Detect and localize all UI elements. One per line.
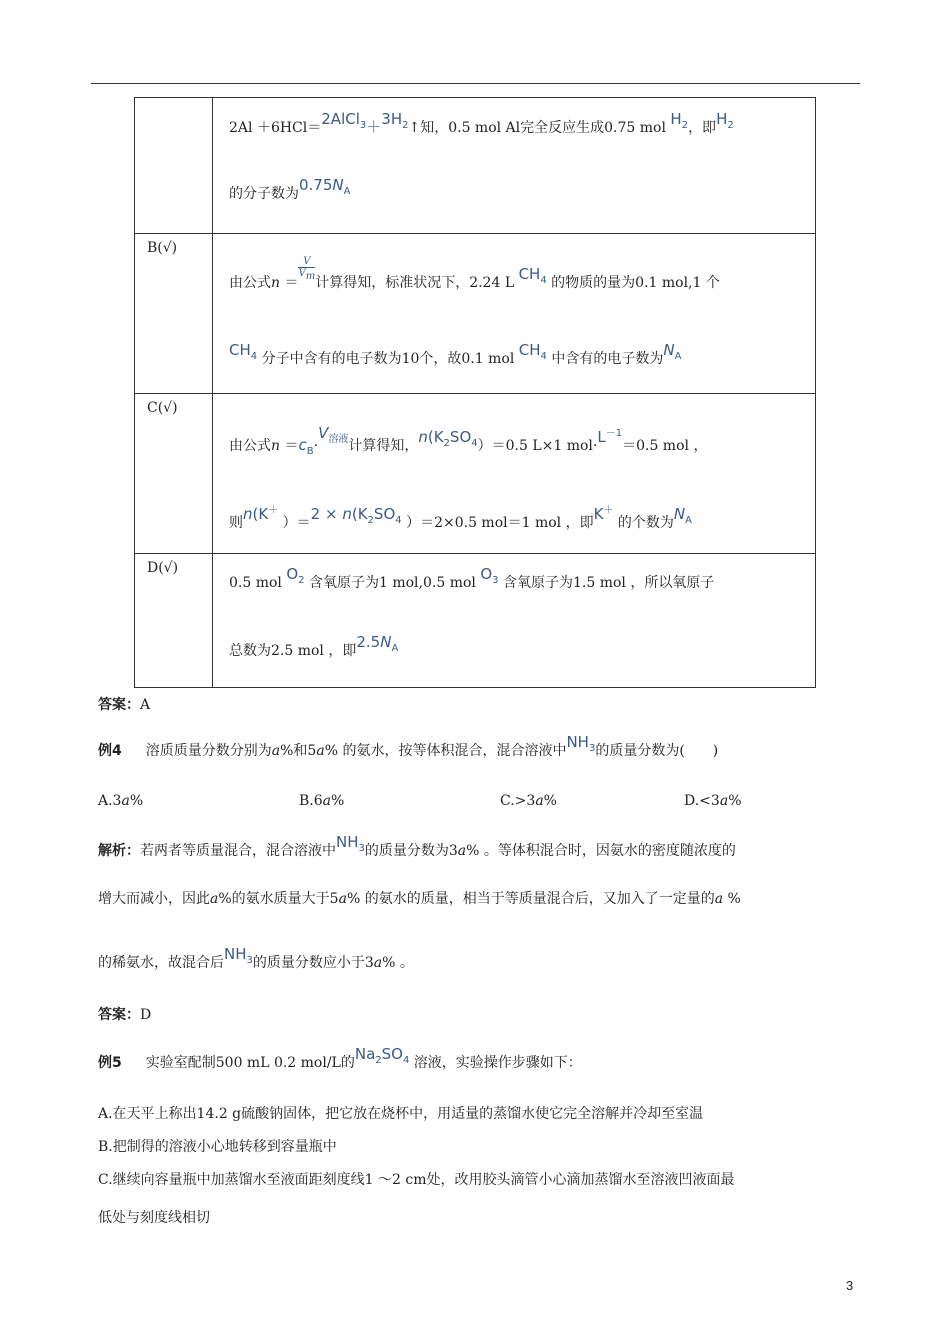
header-rule	[91, 83, 860, 84]
text: 实验室配制500 mL 0.2 mol/L的	[145, 1055, 355, 1071]
text: %的氨水质量大于5	[218, 891, 339, 907]
formula-nh3: $NH_3$	[336, 833, 365, 854]
analysis-line-3	[98, 945, 414, 974]
text: a	[714, 891, 724, 907]
text: 增大而减小，因此	[98, 891, 210, 907]
row-a-line-1	[229, 110, 815, 139]
row-c-line-2	[229, 505, 815, 534]
text: 由公式	[229, 438, 271, 454]
formula-na: $N_A$	[673, 505, 692, 526]
table-row	[135, 394, 816, 554]
text: ·	[313, 438, 319, 454]
text: 的个数为	[613, 515, 674, 531]
row-c-line-1	[229, 424, 815, 457]
answer-label: 答案：	[98, 1007, 140, 1023]
text: a	[316, 743, 325, 759]
example-4-question	[98, 733, 719, 762]
formula-alcl3: 2AlCl$_3$	[321, 110, 367, 131]
fraction-v-vm: $\frac{V}{Vm}$	[298, 256, 316, 282]
formula-k-plus: K＋	[593, 505, 614, 523]
text: 的物质的量为0.1 mol,1 个	[546, 275, 720, 291]
row-a-content	[213, 98, 816, 234]
row-c-content	[213, 394, 816, 554]
text: 若两者等质量混合，混合溶液中	[140, 843, 336, 859]
row-a-line-2	[229, 176, 815, 205]
row-b-content	[213, 234, 816, 394]
text: 中含有的电子数为	[546, 351, 664, 367]
text: ）＝	[278, 515, 311, 531]
option-d: D.<3a%	[684, 793, 742, 809]
example-5-question	[98, 1045, 582, 1074]
text: ＝	[280, 438, 299, 454]
text: n	[271, 275, 281, 291]
text: 溶质质量分数分别为	[145, 743, 272, 759]
text: %	[723, 891, 741, 907]
row-label: B(√)	[135, 234, 213, 394]
formula-075na: $0.75N_A$	[299, 176, 351, 197]
formula-25na: $2.5N_A$	[356, 633, 399, 654]
text: 的质量分数为3	[364, 843, 458, 859]
example-label: 例5	[98, 1055, 122, 1071]
row-d-line-2	[229, 633, 815, 662]
option-a: A.3a%	[98, 793, 144, 809]
answer-2	[98, 1004, 151, 1024]
formula-n-k: n(K＋	[243, 505, 279, 523]
table-row	[135, 554, 816, 688]
text: 含氧原子为1 mol,0.5 mol	[304, 575, 481, 591]
formula-nh3: $NH_3$	[566, 733, 596, 754]
analysis-line-1	[98, 833, 736, 862]
text: n	[271, 438, 281, 454]
analysis-label: 解析：	[98, 843, 140, 859]
step-c-continued: 低处与刻度线相切	[98, 1210, 210, 1226]
text: %和5	[280, 743, 317, 759]
row-d-content	[213, 554, 816, 688]
option-c: C.>3a%	[500, 793, 557, 809]
row-label-empty	[135, 98, 213, 234]
text: 计算得知，标准状况下，2.24 L	[315, 275, 519, 291]
table-row	[135, 98, 816, 234]
analysis-line-2	[98, 888, 741, 908]
row-label: D(√)	[135, 554, 213, 688]
formula-3h2: $3H_2$	[381, 110, 409, 131]
text: 的质量分数为( )	[595, 743, 719, 759]
answer-label: 答案：	[98, 697, 140, 713]
text: ＝0.5 mol ，	[622, 438, 708, 454]
formula-ch4: $CH_4$	[229, 341, 258, 362]
formula-l-inverse: $L^{-1}$	[597, 428, 623, 446]
step-b: B.把制得的溶液小心地转移到容量瓶中	[98, 1139, 337, 1155]
answer-table	[134, 97, 816, 688]
answer-value: A	[140, 697, 151, 713]
formula-na2so4: $Na_2SO_4$	[354, 1045, 410, 1066]
example-label: 例4	[98, 743, 122, 759]
page-number: 3	[846, 1278, 854, 1293]
step-a: A.在天平上称出14.2 g硫酸钠固体，把它放在烧杯中，用适量的蒸馏水使它完全溶解并冷却至室温	[98, 1106, 704, 1122]
text: a	[373, 955, 383, 971]
option-b: B.6a%	[299, 793, 345, 809]
text: % 的氨水，按等体积混合，混合溶液中	[324, 743, 567, 759]
formula-ch4: $CH_4$	[518, 341, 547, 362]
text: % 。	[382, 955, 414, 971]
formula-na: $N_A$	[663, 341, 682, 362]
text: ，即	[688, 120, 717, 136]
text: 由公式	[229, 275, 271, 291]
text: 总数为2.5 mol ，即	[229, 643, 357, 659]
row-d-line-1	[229, 565, 815, 594]
text: ＝	[280, 275, 299, 291]
formula-2n-k2so4: $2 \times n(K_2SO_4$	[310, 505, 402, 526]
row-label: C(√)	[135, 394, 213, 554]
formula-v-solution: $V_{溶液}$	[318, 424, 349, 445]
text: a	[338, 891, 347, 907]
formula-nh3: $NH_3$	[224, 945, 253, 966]
text: ）＝2×0.5 mol＝1 mol ，即	[401, 515, 594, 531]
text: 含氧原子为1.5 mol ，所以氧原子	[498, 575, 715, 591]
text: 2Al ＋6HCl＝	[229, 120, 322, 136]
text: 的质量分数应小于3	[252, 955, 374, 971]
text: 的稀氨水，故混合后	[98, 955, 224, 971]
formula-cb: $c_B$	[298, 436, 314, 457]
text: 则	[229, 515, 243, 531]
text: ）＝0.5 L×1 mol·	[477, 438, 598, 454]
formula-n-k2so4: $n(K_2SO_4$	[418, 428, 478, 449]
text: a	[210, 891, 219, 907]
text: 分子中含有的电子数为10个，故0.1 mol	[257, 351, 519, 367]
text: 溶液，实验操作步骤如下：	[409, 1055, 582, 1071]
plus-sign: ＋	[366, 118, 382, 136]
formula-o2: $O_2$	[286, 565, 305, 586]
formula-h2: $H_2$	[670, 110, 689, 131]
text: 的分子数为	[229, 186, 299, 202]
formula-ch4: $CH_4$	[518, 265, 547, 286]
row-b-line-1	[229, 256, 815, 296]
row-b-line-2	[229, 341, 815, 370]
formula-o3: $O_3$	[480, 565, 499, 586]
text: a	[271, 743, 281, 759]
text: % 。等体积混合时，因氨水的密度随浓度的	[466, 843, 736, 859]
answer-1	[98, 694, 150, 714]
step-c: C.继续向容量瓶中加蒸馏水至液面距刻度线1 ～2 cm处，改用胶头滴管小心滴加蒸馏水至溶液凹液面最	[98, 1172, 735, 1188]
text: % 的氨水的质量，相当于等质量混合后，又加入了一定量的	[346, 891, 715, 907]
text: 计算得知，	[348, 438, 419, 454]
text: 0.5 mol	[229, 575, 287, 591]
table-row	[135, 234, 816, 394]
text: a	[457, 843, 467, 859]
text: ↑知，0.5 mol Al完全反应生成0.75 mol	[408, 120, 671, 136]
formula-h2: $H_2$	[716, 110, 734, 131]
answer-value: D	[140, 1007, 152, 1023]
